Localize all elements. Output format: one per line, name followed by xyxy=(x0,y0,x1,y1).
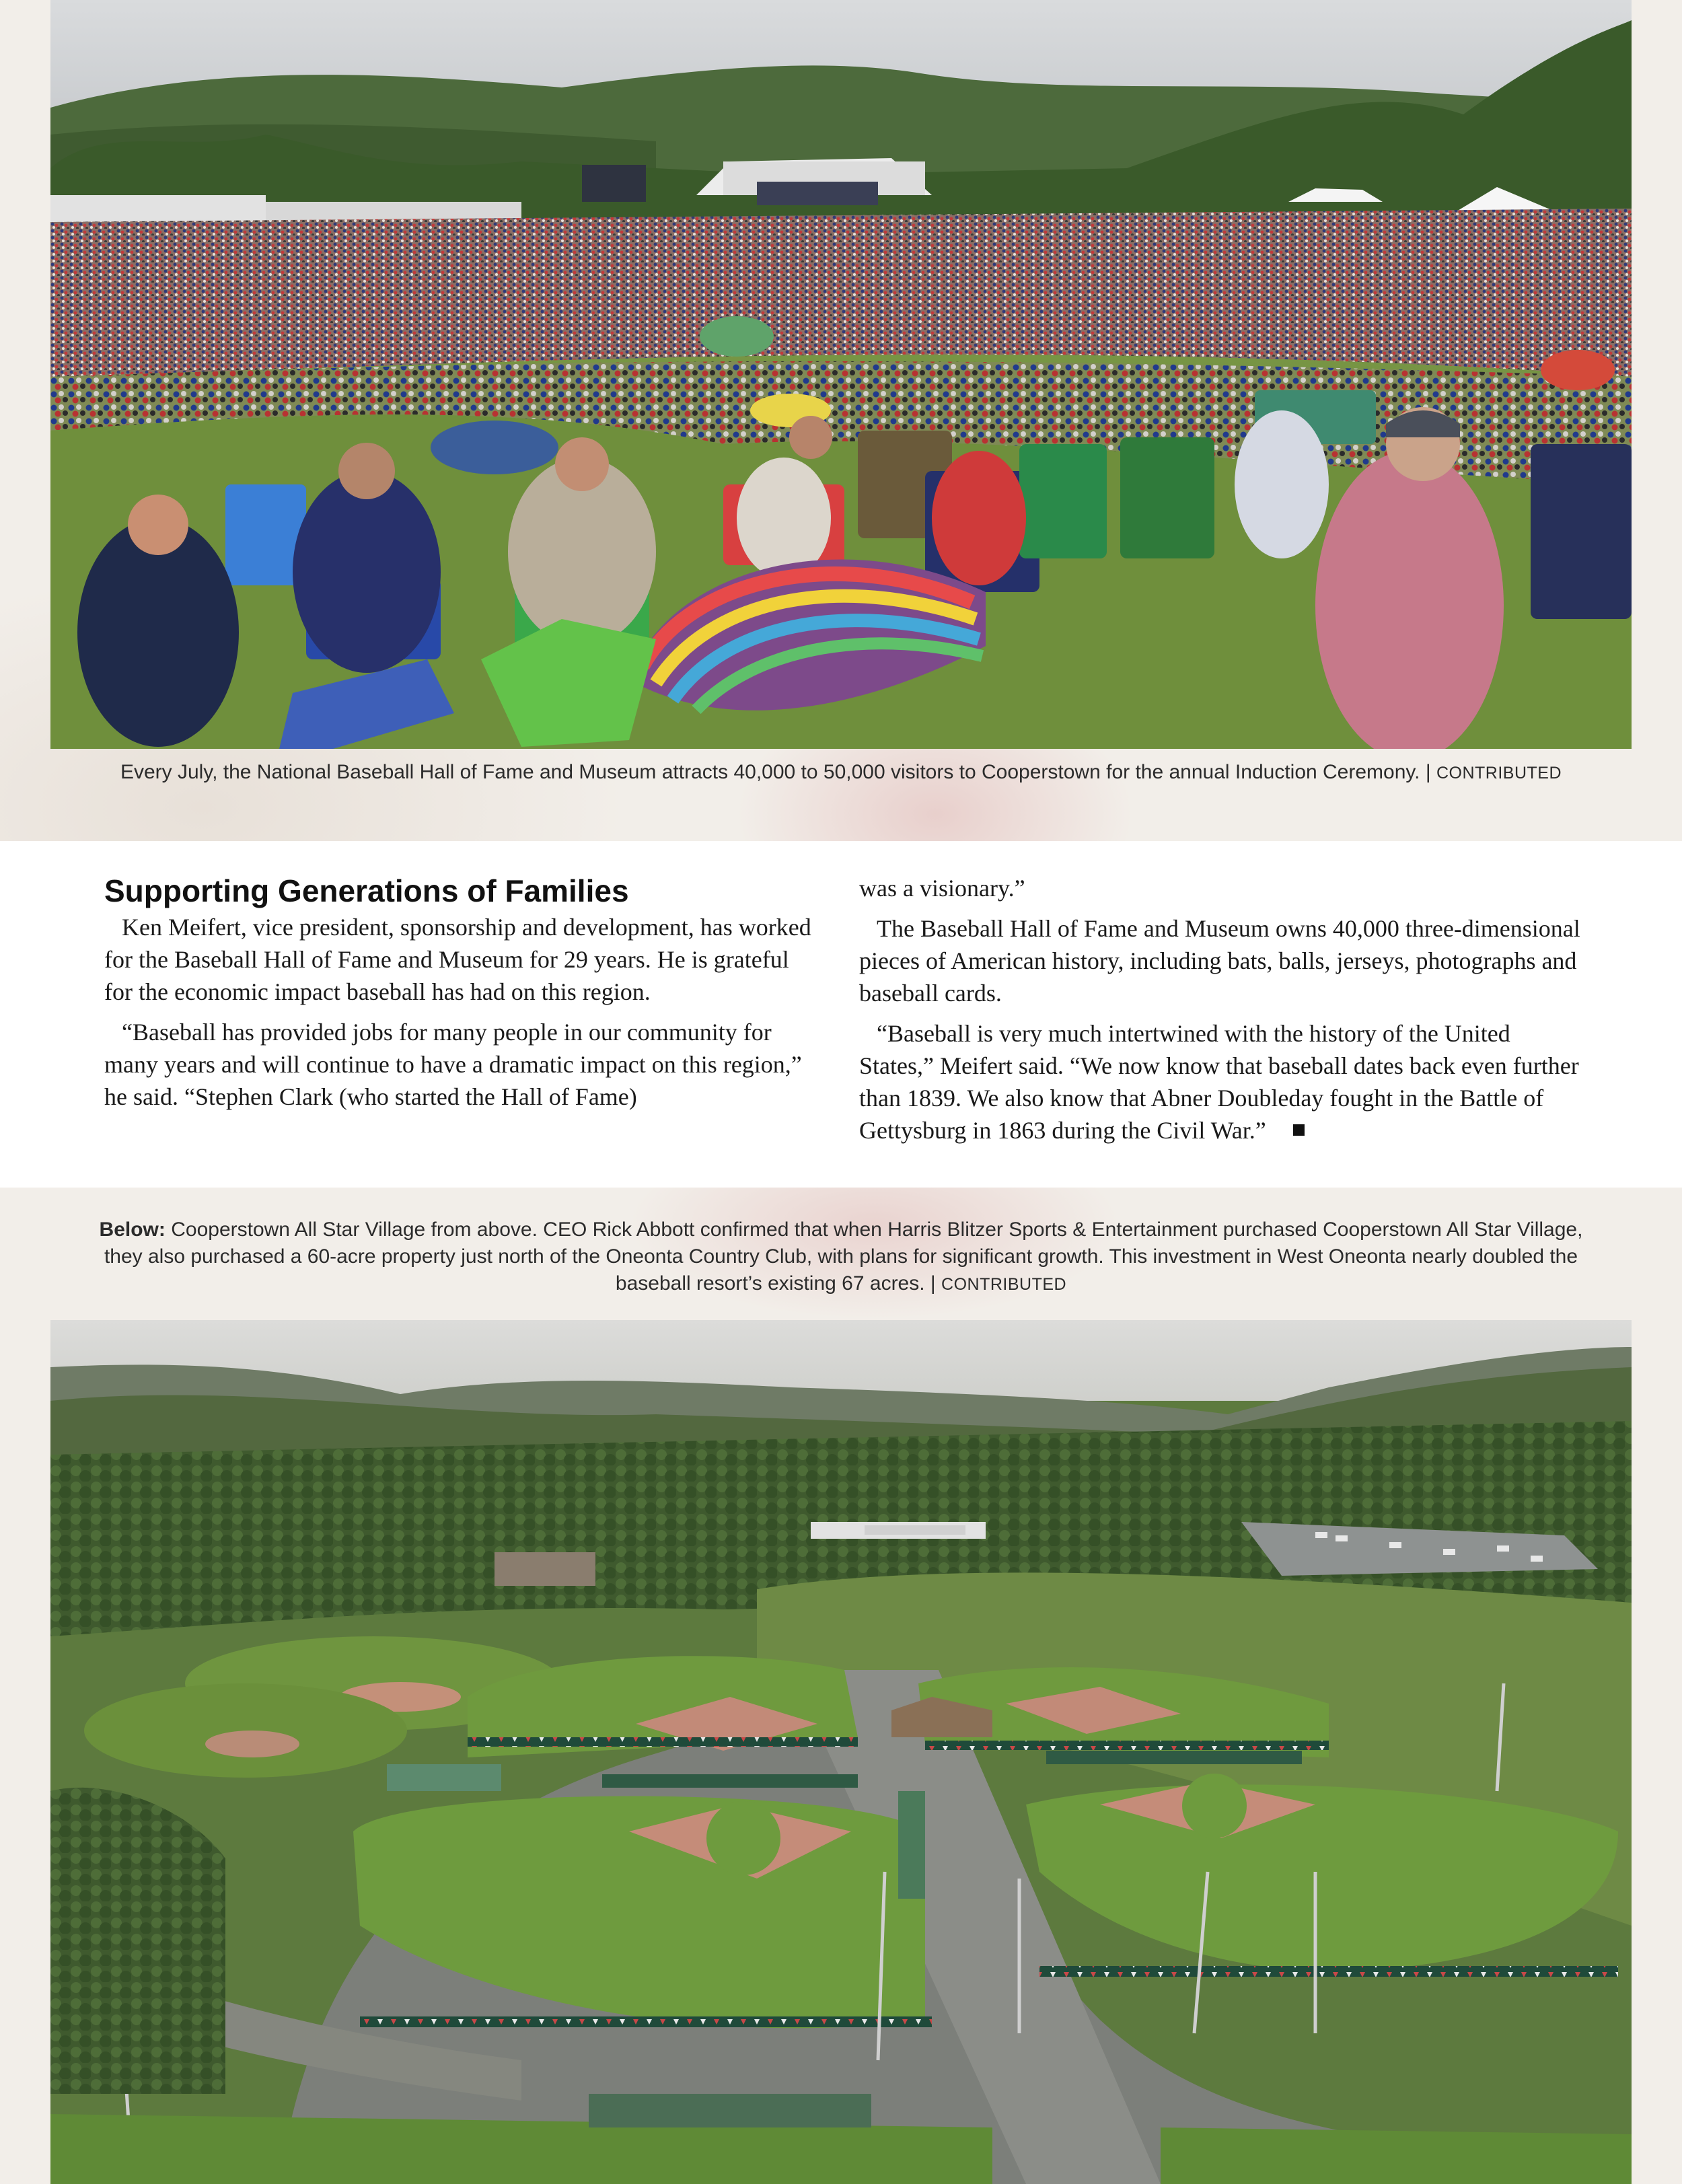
bottom-photo-credit: CONTRIBUTED xyxy=(941,1275,1067,1294)
article-continuation: was a visionary.” xyxy=(859,875,1025,902)
article-paragraph-text: “Baseball is very much intertwined with the history of the United States,” Meifert said. “We now know that baseball dates back even further than 1839. We also know that Abner Doubleday fought in the Battle of Gettysburg in 1863 during the Civil War.” xyxy=(859,1020,1579,1144)
article-paragraph: Ken Meifert, vice president, sponsorship and development, has worked for the Baseball Hall of Fame and Museum for 29 years. He is grateful for the economic impact baseball has had on this region. xyxy=(104,914,811,1005)
top-photo-caption-text: Every July, the National Baseball Hall of Fame and Museum attracts 40,000 to 50,000 visitors to Cooperstown for the annual Induction Ceremony. xyxy=(120,761,1420,783)
top-photo-credit: CONTRIBUTED xyxy=(1436,764,1562,782)
article-left-column xyxy=(104,872,821,1121)
top-photo-caption: Every July, the National Baseball Hall of Fame and Museum attracts 40,000 to 50,000 visitors to Cooperstown for the annual Induction Ceremony. | CONTRIBUTED xyxy=(120,761,1562,783)
article-paragraph: The Baseball Hall of Fame and Museum owns 40,000 three-dimensional pieces of American history, including bats, balls, jerseys, photographs and baseball cards. xyxy=(859,915,1580,1007)
article-right-column xyxy=(859,872,1582,1155)
article-headline: Supporting Generations of Families xyxy=(104,873,629,908)
bottom-photo-caption-text: Cooperstown All Star Village from above. CEO Rick Abbott confirmed that when Harris Blitzer Sports & Entertainment purchased Cooperstown All Star Village, they also purchased a 60-acre property just north of the Oneonta Country Club, with plans for significant growth. This investment in West Oneonta nearly doubled the baseball resort’s existing 67 acres. xyxy=(104,1218,1583,1295)
bottom-photo-caption-lead: Below: xyxy=(99,1218,166,1241)
article-paragraph xyxy=(859,1017,1582,1146)
end-of-article-mark xyxy=(1293,1124,1305,1136)
bottom-photo-caption: Below: Cooperstown All Star Village from above. CEO Rick Abbott confirmed that when Harris Blitzer Sports & Entertainment purchased Cooperstown All Star Village, they also purchased a 60-acre property just north of the Oneonta Country Club, with plans for significant growth. This investment in West Oneonta nearly doubled the baseball resort’s existing 67 acres. | CONTRIBUTED xyxy=(99,1218,1583,1295)
induction-crowd-photo xyxy=(50,0,1632,749)
all-star-village-aerial-photo xyxy=(50,1320,1632,2184)
article-paragraph: “Baseball has provided jobs for many people in our community for many years and will continue to have a dramatic impact on this region,” he said. “Stephen Clark (who started the Hall of Fame) xyxy=(104,1019,802,1110)
